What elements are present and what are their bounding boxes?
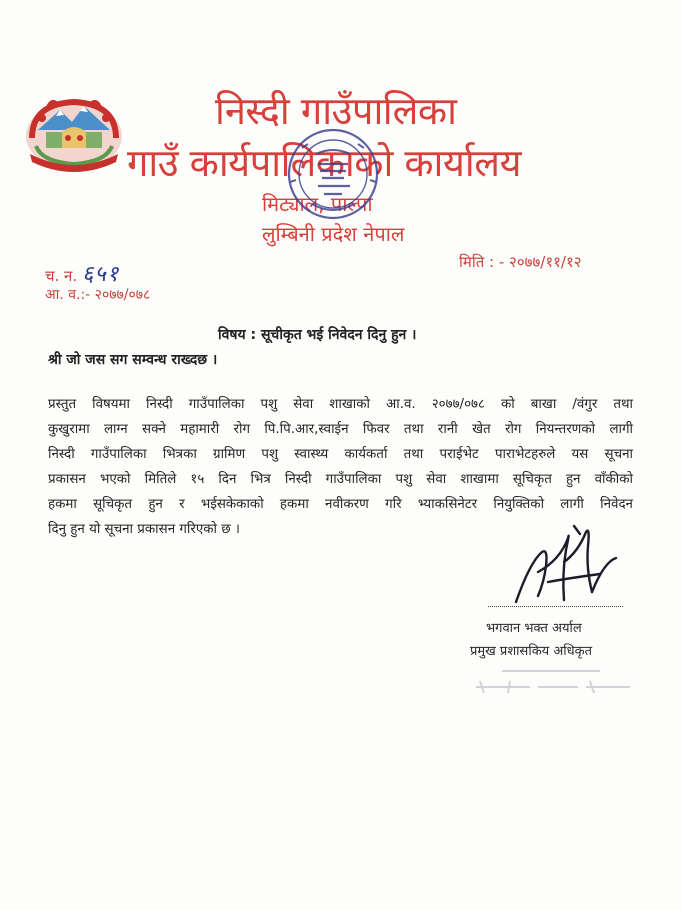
signature-icon bbox=[508, 522, 626, 614]
chalani-handwritten-value: ६५१ bbox=[81, 262, 120, 287]
body-line: हकमा सूचिकृत हुन र भईसकेकाको हकमा नवीकरण गरि भ्याकसिनेटर नियुक्तिको लागी निवेदन bbox=[48, 497, 633, 512]
body-line: दिनु हुन यो सूचना प्रकासन गरिएको छ । bbox=[48, 522, 240, 537]
body-line: निस्दी गाउँपालिका भित्रका ग्रामिण पशु स्वास्थ्य कार्यकर्ता तथा पराईभेट पाराभेटहरुले यस सूचना bbox=[48, 447, 633, 462]
body-line: प्रकासन भएको मितिले १५ दिन भित्र निस्दी गाउँपालिका पशु सेवा शाखामा सूचिकृत हुन वाँकीको bbox=[48, 472, 633, 487]
fiscal-year: आ. व.:- २०७७/०७८ bbox=[45, 287, 151, 303]
nepal-emblem-icon bbox=[22, 92, 126, 176]
subject-line: विषय : सूचीकृत भई निवेदन दिनु हुन । bbox=[218, 327, 417, 343]
issue-date: मिति : - २०७७/११/१२ bbox=[459, 253, 582, 271]
addressee-line: श्री जो जस सग सम्वन्ध राख्दछ । bbox=[48, 352, 218, 368]
chalani-label: च. न. bbox=[45, 267, 78, 285]
office-stamp-icon bbox=[278, 124, 388, 229]
office-name: निस्दी गाउँपालिका bbox=[215, 89, 457, 133]
signatory-name: भगवान भक्त अर्याल bbox=[486, 621, 582, 636]
province-name: लुम्बिनी प्रदेश नेपाल bbox=[262, 222, 405, 246]
body-line: कुखुरामा लाग्न सक्ने महामारी रोग पि.पि.आर,स्वाईन फिवर तथा रानी खेत रोग नियन्तरणको लागी bbox=[48, 422, 633, 437]
office-address: मिट्याल, पाल्पा bbox=[262, 192, 373, 216]
body-line: प्रस्तुत विषयमा निस्दी गाउँपालिका पशु सेवा शाखाको आ.व. २०७७/०७८ को बाखा /वंगुर तथा bbox=[48, 397, 633, 412]
notice-body bbox=[48, 392, 633, 542]
office-title: गाउँ कार्यपालिकाको कार्यालय bbox=[127, 141, 522, 185]
faded-stamp-icon bbox=[470, 663, 640, 699]
signature-dotted-line bbox=[488, 606, 623, 607]
chalani-number bbox=[45, 258, 119, 288]
signatory-title: प्रमुख प्रशासकिय अधिकृत bbox=[470, 644, 593, 659]
